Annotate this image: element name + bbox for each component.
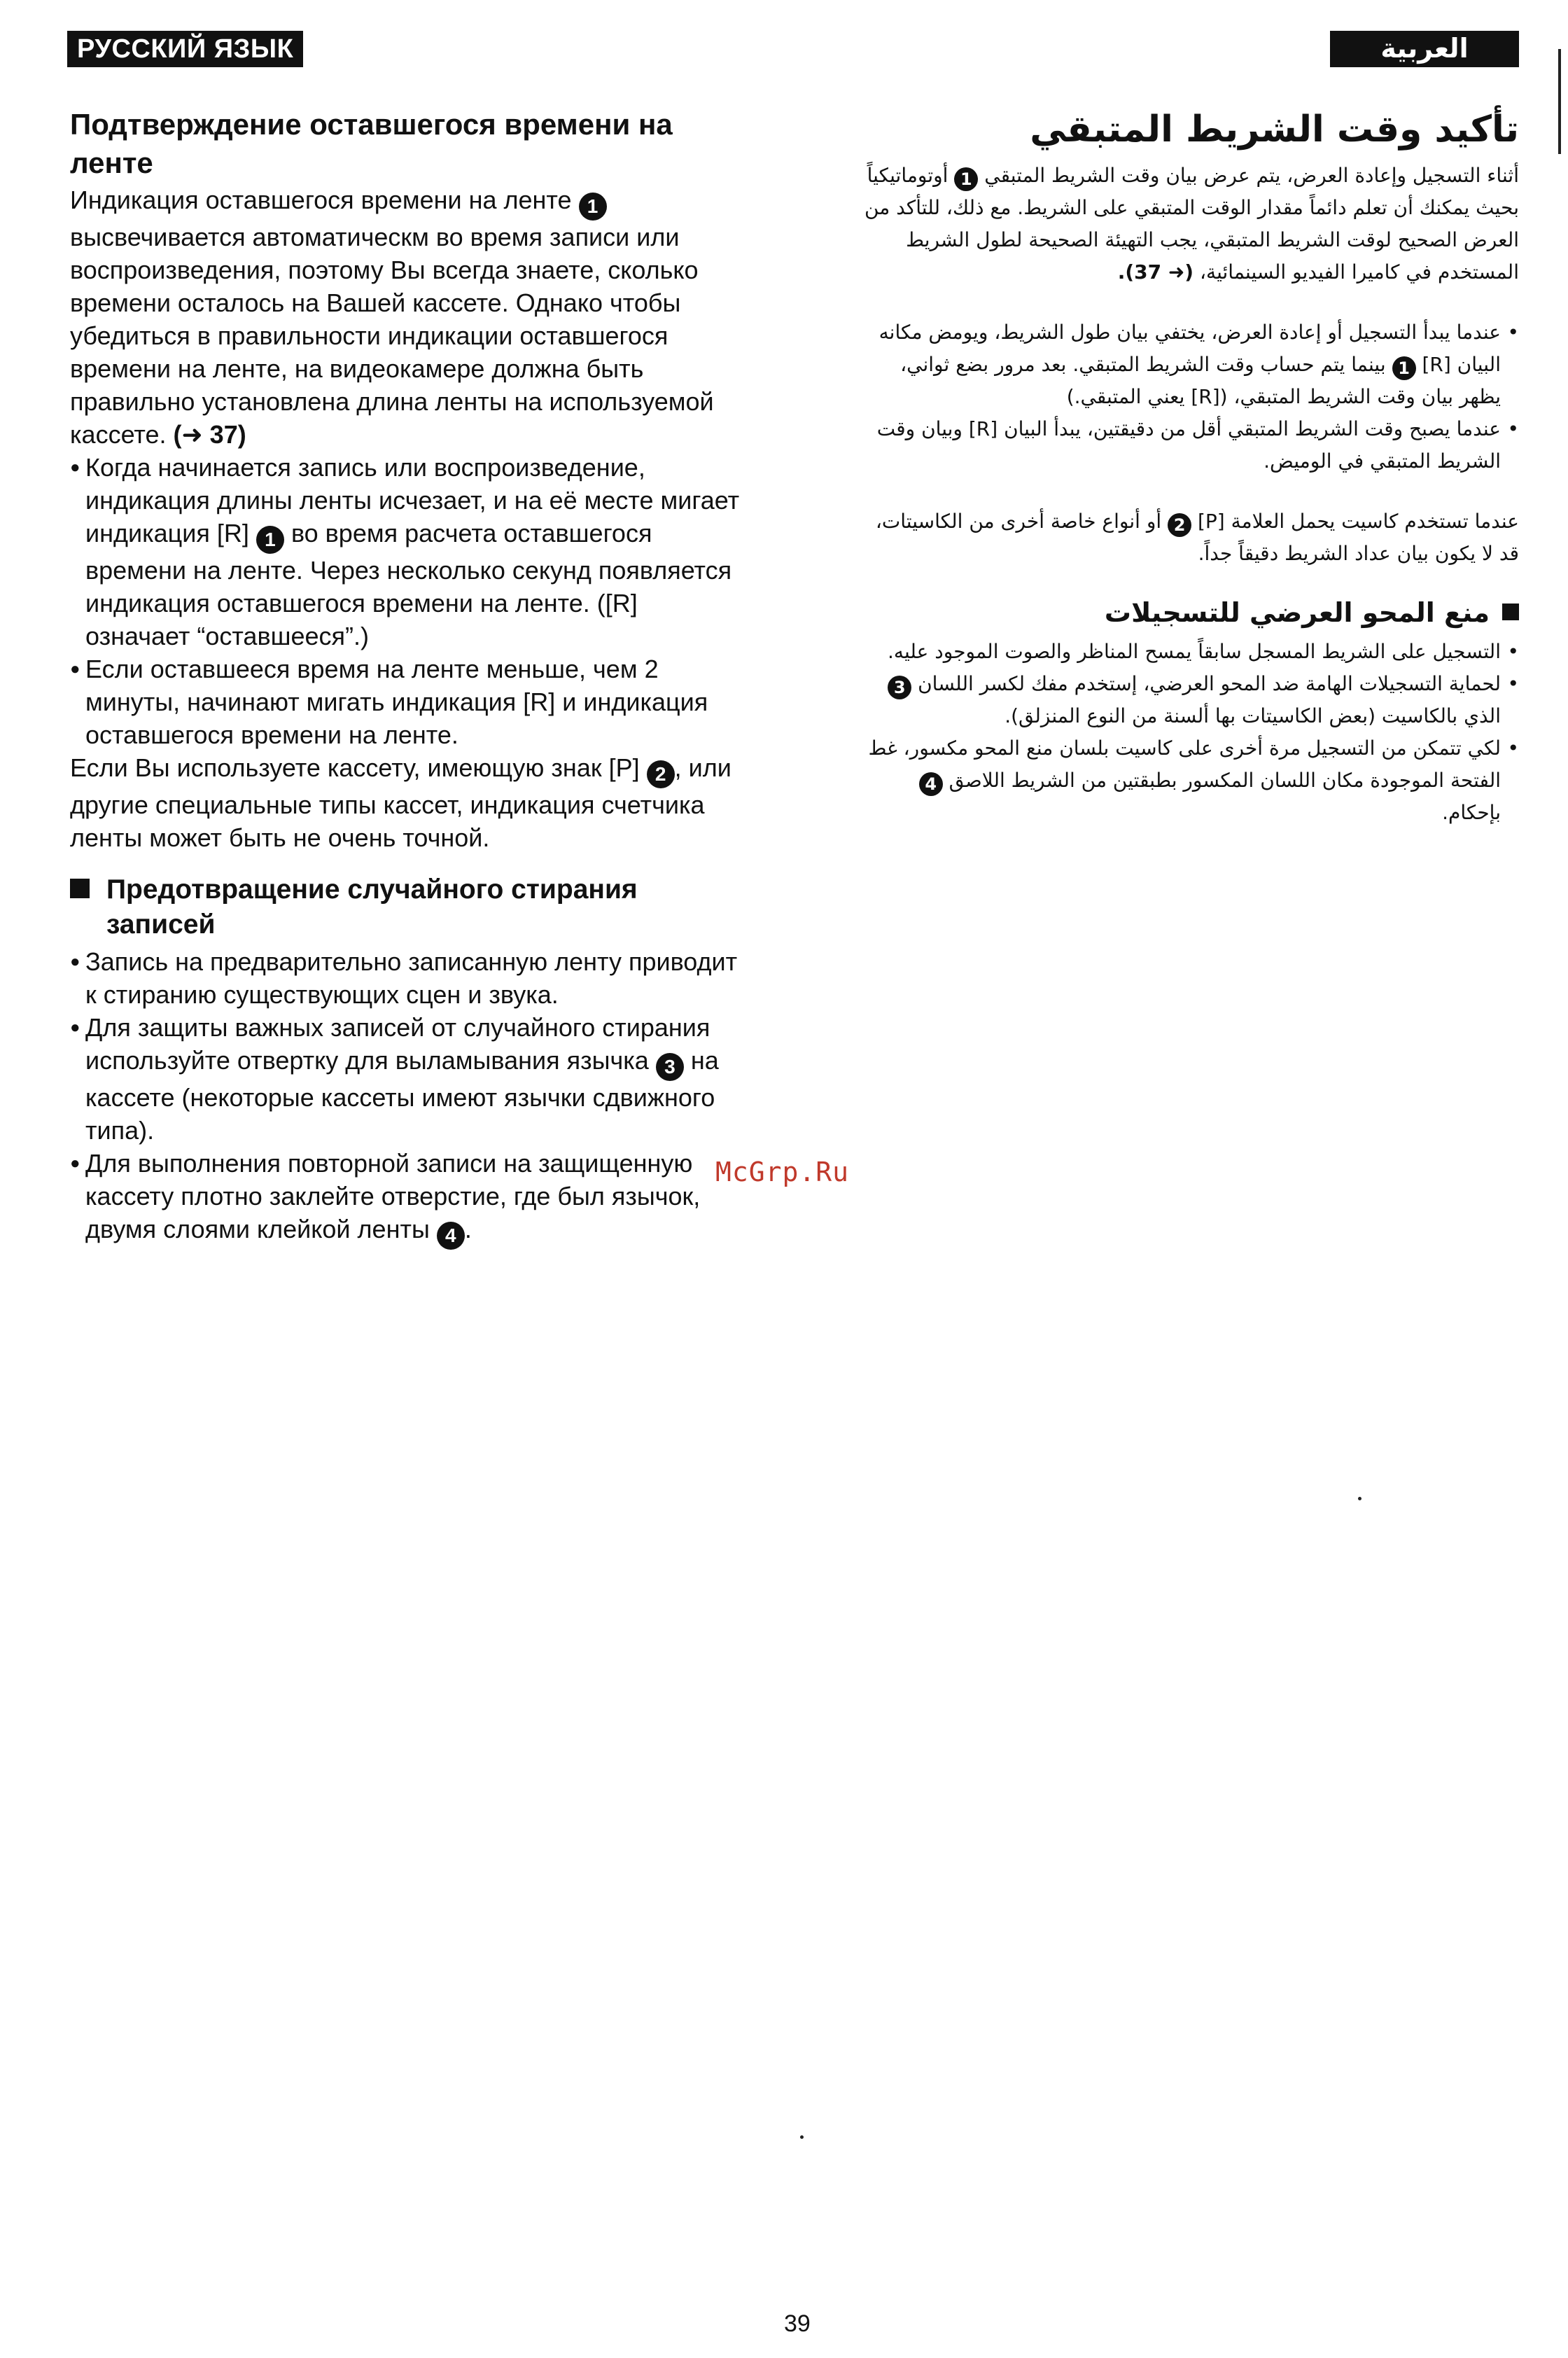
ru-intro-text-a: Индикация оставшегося времени на ленте — [70, 186, 572, 214]
ru-paragraph-2-text-a: Если Вы используете кассету, имеющую знак [P] — [70, 753, 640, 782]
ar-bullet-2: • عندما يصبح وقت الشريط المتبقي أقل من دقيقتين، يبدأ البيان [R] وبيان وقت الشريط المتبقي في الوميض. — [861, 413, 1519, 477]
ru-section-bullet-3-text-b: . — [464, 1215, 472, 1243]
callout-1-icon: 1 — [1392, 356, 1416, 380]
ar-paragraph-2-text-a: عندما تستخدم كاسيت يحمل العلامة [P] — [1197, 510, 1519, 533]
ru-bullet-1-text-a: Когда начинается запись или воспроизведение, индикация длины ленты исчезает, и на её месте мигает индикация [R] — [85, 453, 740, 547]
ru-bullet-2: ● Если оставшееся время на ленте меньше, чем 2 минуты, начинают мигать индикация [R] и индикация оставшегося времени на ленте. — [70, 653, 742, 751]
watermark: McGrp.Ru — [715, 1157, 850, 1187]
arabic-language-tab: العربية — [1330, 31, 1519, 67]
callout-2-icon: 2 — [1168, 513, 1191, 537]
ar-bullet-1-text-a: عندما يبدأ التسجيل أو إعادة العرض، يختفي بيان طول الشريط، ويومض مكانه البيان [R] — [878, 321, 1501, 376]
ru-intro — [70, 183, 742, 451]
ar-paragraph-2-text-b: أو أنواع خاصة أخرى من الكاسيتات، قد لا يكون بيان عداد الشريط دقيقاً جداً. — [875, 510, 1519, 565]
ar-section-bullet-3 — [861, 732, 1519, 829]
ar-page-reference: (➜ 37). — [1117, 260, 1194, 284]
ru-intro-text-b: высвечивается автоматическм во время записи или воспроизведения, поэтому Вы всегда знаете, сколько времени осталось на Вашей кассете. Однако чтобы убедиться в правильности индикации оставшегося времени на ленте, на видеокамере должна быть правильно установлена длина ленты на используемой кассете. — [70, 223, 714, 449]
ar-bullet-1-text-b: بينما يتم حساب وقت الشريط المتبقي. بعد مرور بضع ثواني، يظهر بيان وقت الشريط المتبقي، ([R] يعني المتبقي.) — [900, 353, 1501, 408]
ar-bullet-1 — [861, 316, 1519, 413]
callout-3-icon: 3 — [888, 676, 911, 699]
ru-section-heading — [70, 872, 742, 942]
ar-section-heading — [861, 594, 1519, 632]
page-number: 39 — [784, 2310, 811, 2337]
ru-section-bullet-2 — [70, 1011, 742, 1147]
ar-title: تأكيد وقت الشريط المتبقي — [1030, 109, 1519, 151]
ru-section-bullet-2-text-b: на кассете (некоторые кассеты имеют язычки сдвижного типа). — [85, 1046, 719, 1145]
ru-page-reference: (➜ 37) — [173, 420, 246, 449]
scan-speck — [1358, 1497, 1362, 1500]
ar-section-bullet-1: • التسجيل على الشريط المسجل سابقاً يمسح المناظر والصوت الموجود عليه. — [861, 636, 1519, 668]
ar-section-bullet-2-text-b: الذي بالكاسيت (بعض الكاسيتات بها ألسنة من النوع المنزلق). — [1004, 704, 1501, 727]
russian-language-tab: РУССКИЙ ЯЗЫК — [67, 31, 303, 67]
ru-paragraph-2-text-b: , или другие специальные типы кассет, индикация счетчика ленты может быть не очень точной. — [70, 753, 732, 852]
ar-intro-text-a: أثناء التسجيل وإعادة العرض، يتم عرض بيان وقت الشريط المتبقي — [984, 164, 1519, 187]
ru-section-bullet-2-text-a: Для защиты важных записей от случайного стирания используйте отвертку для выламывания язычка — [85, 1013, 710, 1075]
square-bullet-icon — [1502, 604, 1519, 620]
ar-intro — [861, 160, 1519, 288]
callout-1-icon: 1 — [954, 167, 978, 191]
ar-section-bullet-2-text-a: لحماية التسجيلات الهامة ضد المحو العرضي، إستخدم مفك لكسر اللسان — [918, 672, 1501, 695]
ru-section-bullet-3-text-a: Для выполнения повторной записи на защищенную кассету плотно заклейте отверстие, где был язычок, двумя слоями клейкой ленты — [85, 1149, 701, 1243]
ru-paragraph-2 — [70, 751, 742, 854]
ar-section-title: منع المحو العرضي للتسجيلات — [1104, 597, 1490, 628]
ru-section-bullet-3 — [70, 1147, 742, 1250]
ru-bullet-1-text-b: во время расчета оставшегося времени на ленте. Через несколько секунд появляется индикация оставшегося времени на ленте. ([R] означает “оставшееся”.) — [85, 519, 732, 650]
ar-section-bullet-3-text-b: بإحكام. — [1442, 801, 1501, 824]
page-edge-mark — [1558, 49, 1561, 154]
ru-bullet-1 — [70, 451, 742, 653]
callout-1-icon: 1 — [256, 526, 284, 554]
callout-2-icon: 2 — [647, 760, 675, 788]
arabic-column — [861, 105, 1519, 829]
ar-section-bullet-3-text-a: لكي تتمكن من التسجيل مرة أخرى على كاسيت بلسان منع المحو مكسور، غط الفتحة الموجودة مكان اللسان المكسور بطبقتين من الشريط اللاصق — [868, 737, 1501, 792]
callout-3-icon: 3 — [656, 1053, 684, 1081]
ar-intro-text-b: أوتوماتيكياً بحيث يمكنك أن تعلم دائماً مقدار الوقت المتبقي على الشريط. مع ذلك، للتأكد من العرض الصحيح لوقت الشريط المتبقي، يجب التهيئة الصحيحة لطول الشريط المستخدم في كاميرا الفيديو السينمائية، — [864, 164, 1519, 284]
callout-4-icon: 4 — [437, 1222, 465, 1250]
russian-column — [70, 105, 742, 1250]
ru-section-bullet-1: ● Запись на предварительно записанную ленту приводит к стиранию существующих сцен и звука. — [70, 945, 742, 1011]
callout-4-icon: 4 — [919, 772, 943, 796]
ru-section-title: Предотвращение случайного стирания записей — [106, 874, 638, 940]
callout-1-icon: 1 — [579, 193, 607, 221]
ar-section-bullet-2 — [861, 668, 1519, 732]
ar-paragraph-2 — [861, 505, 1519, 570]
scan-speck — [800, 2135, 804, 2139]
square-bullet-icon — [70, 879, 90, 898]
ru-title: Подтверждение оставшегося времени на ленте — [70, 108, 673, 179]
